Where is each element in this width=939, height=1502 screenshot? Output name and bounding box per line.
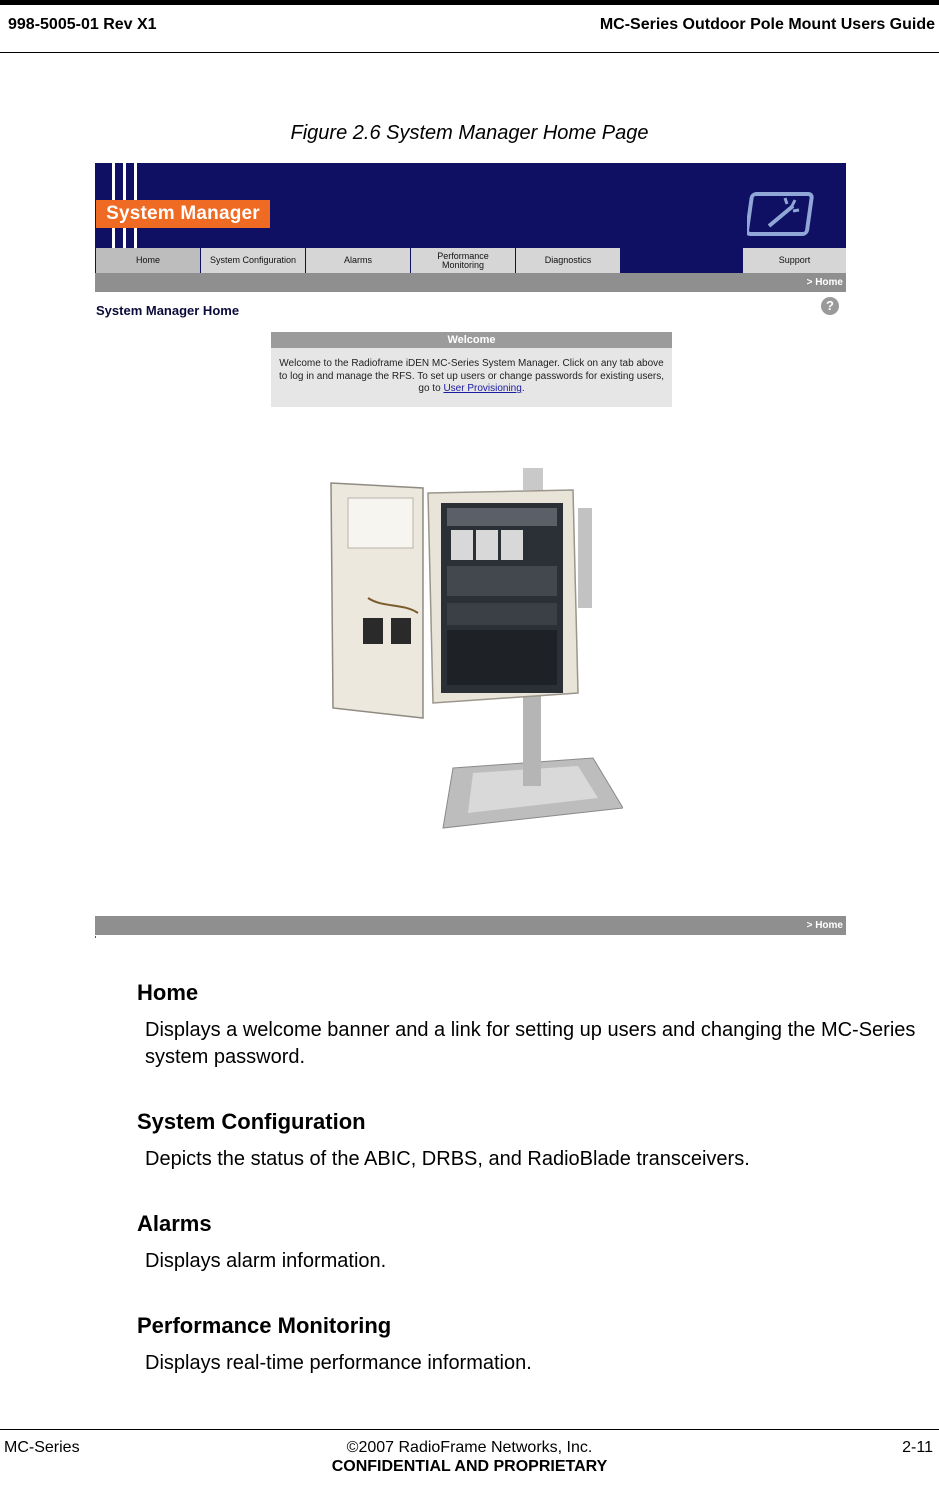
tab-support[interactable]: Support <box>743 248 846 273</box>
user-provisioning-link[interactable]: User Provisioning <box>443 383 522 394</box>
pole-mount-cabinet-image <box>323 468 623 833</box>
section-heading-alarms: Alarms <box>137 1211 212 1236</box>
breadcrumb-bottom <box>95 916 846 935</box>
breadcrumb-home-link-bottom[interactable]: > Home <box>806 920 843 931</box>
footer-copyright: ©2007 RadioFrame Networks, Inc. <box>346 1439 593 1456</box>
system-manager-screenshot <box>95 163 846 936</box>
radioframe-icon <box>747 188 819 240</box>
help-icon[interactable]: ? <box>821 297 839 315</box>
footer-confidential: CONFIDENTIAL AND PROPRIETARY <box>331 1458 608 1475</box>
welcome-text <box>271 348 672 396</box>
section-body-system-configuration: Depicts the status of the ABIC, DRBS, and RadioBlade transceivers. <box>145 1148 750 1170</box>
footer-rule <box>0 1429 939 1430</box>
page-title: System Manager Home <box>96 303 240 318</box>
header-rule <box>0 52 939 53</box>
tab-performance-monitoring[interactable]: Performance Monitoring <box>411 248 515 273</box>
section-body-alarms: Displays alarm information. <box>145 1250 387 1272</box>
app-logo: System Manager <box>96 200 270 228</box>
section-heading-system-configuration: System Configuration <box>137 1109 366 1134</box>
tab-diagnostics[interactable]: Diagnostics <box>516 248 620 273</box>
welcome-trailing: . <box>521 383 525 394</box>
welcome-title: Welcome <box>271 332 672 348</box>
doc-number: 998-5005-01 Rev X1 <box>8 16 157 33</box>
tab-bar <box>95 248 846 273</box>
welcome-body: Welcome to the Radioframe iDEN MC-Series System Manager. Click on any tab above to log in and manage the RFS. To set up users or change passwords for existing users, go to <box>278 358 665 394</box>
tab-home[interactable]: Home <box>96 248 200 273</box>
page-number: 2-11 <box>902 1439 933 1456</box>
welcome-panel <box>271 332 672 407</box>
tab-alarms[interactable]: Alarms <box>306 248 410 273</box>
section-body-home: Displays a welcome banner and a link for setting up users and changing the MC-Series system password. <box>145 1019 916 1068</box>
section-heading-performance-monitoring: Performance Monitoring <box>137 1313 392 1338</box>
doc-title: MC-Series Outdoor Pole Mount Users Guide <box>599 16 935 33</box>
section-body-performance-monitoring: Displays real-time performance information. <box>145 1352 532 1374</box>
figure-caption: Figure 2.6 System Manager Home Page <box>290 122 649 144</box>
tab-system-configuration[interactable]: System Configuration <box>201 248 305 273</box>
section-heading-home: Home <box>137 980 199 1005</box>
breadcrumb-home-link[interactable]: > Home <box>806 277 843 288</box>
app-banner <box>95 163 846 248</box>
breadcrumb-top <box>95 273 846 292</box>
footer-product: MC-Series <box>4 1439 80 1456</box>
top-rule <box>0 0 939 5</box>
